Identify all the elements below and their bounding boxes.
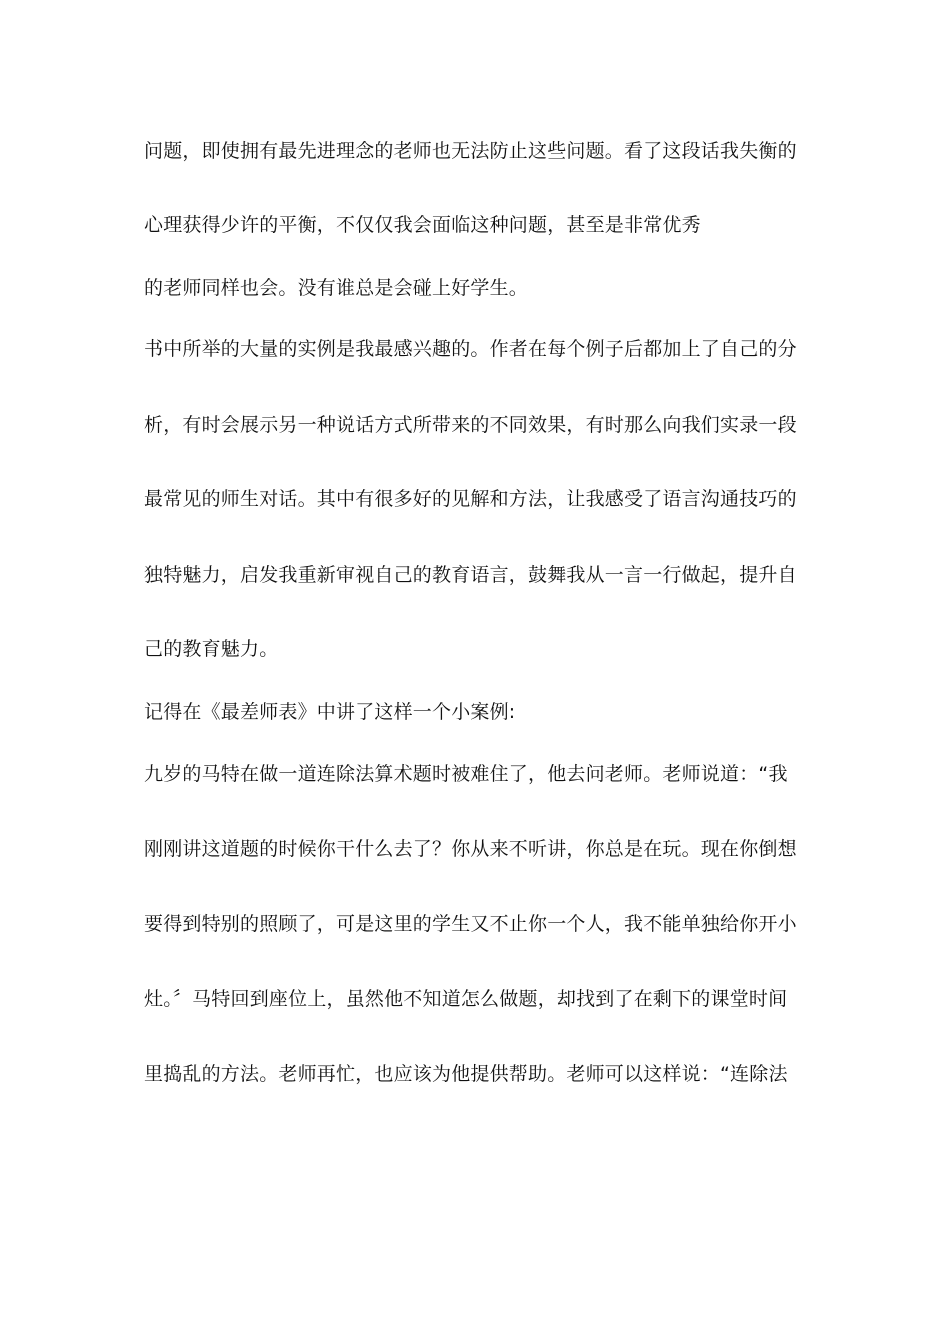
text-line: 九岁的马特在做一道连除法算术题时被难住了，他去问老师。老师说道：“我 (144, 763, 788, 785)
text-line: 灶。〞马特回到座位上，虽然他不知道怎么做题，却找到了在剩下的课堂时间 (144, 988, 788, 1010)
text-line: 要得到特别的照顾了，可是这里的学生又不止你一个人，我不能单独给你开小 (144, 913, 797, 935)
text-line: 刚刚讲这道题的时候你干什么去了？你从来不听讲，你总是在玩。现在你倒想 (144, 838, 797, 860)
text-line: 析，有时会展示另一种说话方式所带来的不同效果，有时那么向我们实录一段 (144, 414, 797, 436)
text-line: 问题，即使拥有最先进理念的老师也无法防止这些问题。看了这段话我失衡的 (144, 140, 797, 162)
text-line: 里捣乱的方法。老师再忙，也应该为他提供帮助。老师可以这样说：“连除法 (144, 1063, 788, 1085)
text-line: 独特魅力，启发我重新审视自己的教育语言，鼓舞我从一言一行做起，提升自 (144, 564, 797, 586)
text-line: 心理获得少许的平衡，不仅仅我会面临这种问题，甚至是非常优秀 (144, 214, 701, 236)
text-line: 己的教育魅力。 (144, 638, 279, 660)
text-line: 最常见的师生对话。其中有很多好的见解和方法，让我感受了语言沟通技巧的 (144, 488, 797, 510)
text-line: 书中所举的大量的实例是我最感兴趣的。作者在每个例子后都加上了自己的分 (144, 338, 797, 360)
text-line: 记得在《最差师表》中讲了这样一个小案例: (144, 701, 516, 723)
text-line: 的老师同样也会。没有谁总是会碰上好学生。 (144, 277, 529, 299)
